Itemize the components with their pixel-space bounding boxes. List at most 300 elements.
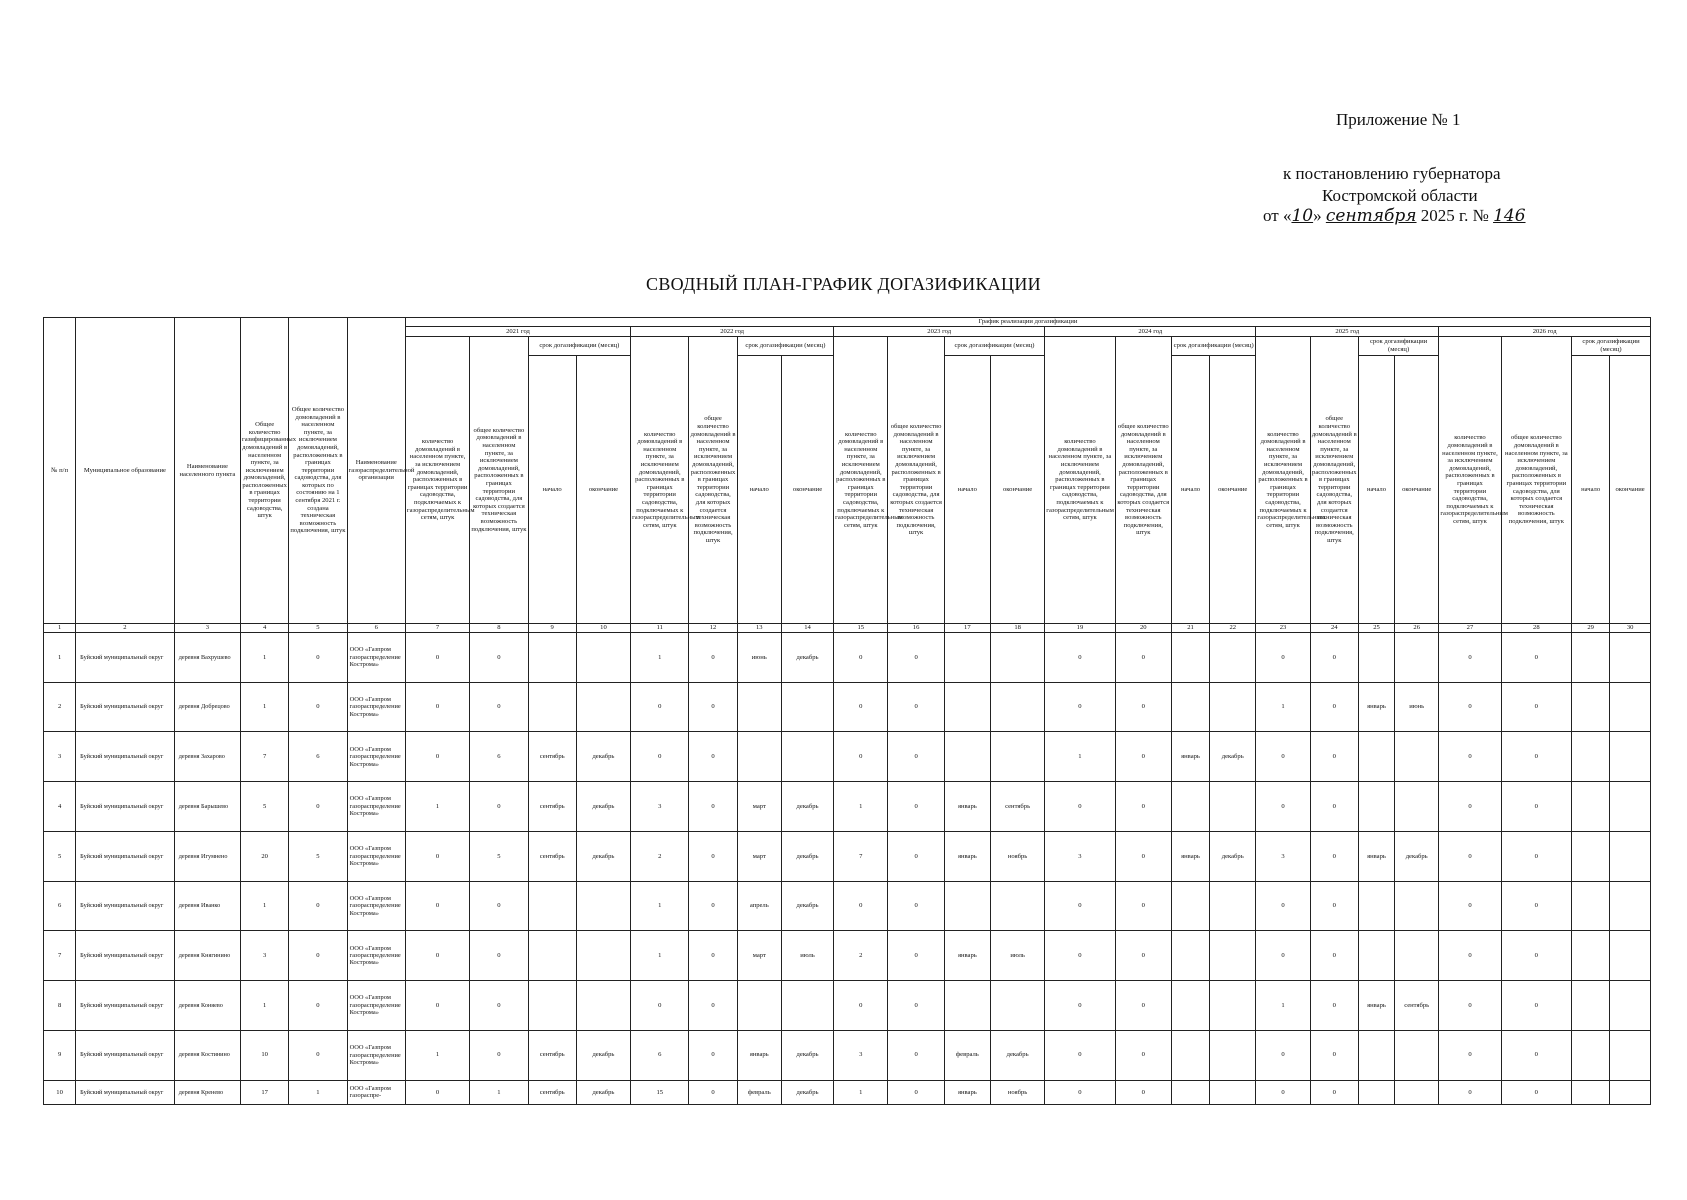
gro-cell: ООО «Газпром газораспределение Кострома»: [347, 782, 405, 832]
total-year-cell: 0: [1115, 1030, 1171, 1080]
count-cell: 0: [1439, 732, 1501, 782]
table-row: [44, 1030, 1651, 1080]
end-month-cell: [781, 981, 833, 1031]
row-number: 6: [44, 881, 76, 931]
start-month-cell: [1358, 931, 1394, 981]
count-cell: 0: [1439, 831, 1501, 881]
total-year-cell: 0: [1115, 1080, 1171, 1104]
total-cell: 10: [241, 1030, 289, 1080]
column-number: 26: [1395, 624, 1439, 633]
end-month-cell: [1395, 633, 1439, 683]
count-cell: 0: [834, 682, 888, 732]
start-month-cell: [528, 981, 576, 1031]
end-month-cell: [1395, 931, 1439, 981]
year-header: 2023 год: [834, 327, 1045, 337]
total-year-cell: 0: [1115, 633, 1171, 683]
municipality-cell: Буйский муниципальный округ: [76, 682, 175, 732]
count-cell: 0: [1439, 881, 1501, 931]
total-year-cell: 0: [470, 881, 528, 931]
start-month-cell: [1171, 931, 1209, 981]
start-month-cell: сентябрь: [528, 831, 576, 881]
total-year-cell: 0: [689, 633, 737, 683]
end-month-cell: [1395, 732, 1439, 782]
col-header-no: № п/п: [44, 318, 76, 624]
end-month-cell: [1610, 732, 1651, 782]
count-cell: 1: [1045, 732, 1115, 782]
end-month-cell: июль: [781, 931, 833, 981]
column-number: 24: [1310, 624, 1358, 633]
total-year-cell: 0: [888, 881, 944, 931]
total-year-cell: 0: [888, 831, 944, 881]
start-month-cell: [1572, 831, 1610, 881]
total-year-cell: 0: [888, 782, 944, 832]
count-cell: 0: [1439, 682, 1501, 732]
total-header: общее количество домовладений в населенном пункте, за исключением домовладений, расположенных в границах территории садоводства, для которых создается техническая возможность подключения, штук: [470, 337, 528, 624]
year-header: 2026 год: [1439, 327, 1651, 337]
count-cell: 0: [1045, 981, 1115, 1031]
total-year-cell: 0: [1310, 831, 1358, 881]
start-month-cell: январь: [1171, 831, 1209, 881]
end-month-cell: [1210, 682, 1256, 732]
total-year-cell: 0: [1501, 981, 1571, 1031]
end-month-cell: [781, 682, 833, 732]
count-cell: 2: [834, 931, 888, 981]
column-number: 12: [689, 624, 737, 633]
row-number: 7: [44, 931, 76, 981]
start-month-cell: [528, 633, 576, 683]
count-cell: 2: [631, 831, 689, 881]
end-month-cell: июль: [990, 931, 1044, 981]
column-number: 18: [990, 624, 1044, 633]
start-header: начало: [737, 356, 781, 624]
count-cell: 0: [1439, 1030, 1501, 1080]
count-cell: 3: [1256, 831, 1310, 881]
count-cell: 3: [631, 782, 689, 832]
end-month-cell: [1610, 831, 1651, 881]
end-month-cell: декабрь: [781, 1080, 833, 1104]
start-header: начало: [1171, 356, 1209, 624]
settlement-cell: деревня Захарово: [174, 732, 240, 782]
total-year-cell: 0: [1115, 782, 1171, 832]
start-month-cell: январь: [944, 1080, 990, 1104]
total-year-cell: 0: [689, 881, 737, 931]
column-number: 8: [470, 624, 528, 633]
total-year-cell: 0: [1501, 782, 1571, 832]
end-month-cell: [1210, 931, 1256, 981]
count-cell: 0: [1045, 782, 1115, 832]
total-year-cell: 0: [1501, 831, 1571, 881]
total-2021-cell: 0: [289, 931, 347, 981]
total-year-cell: 0: [689, 831, 737, 881]
total-year-cell: 0: [1501, 633, 1571, 683]
start-month-cell: январь: [1358, 831, 1394, 881]
total-cell: 7: [241, 732, 289, 782]
table-row: [44, 981, 1651, 1031]
end-month-cell: [990, 732, 1044, 782]
column-number: 2: [76, 624, 175, 633]
total-year-cell: 0: [470, 931, 528, 981]
decree-line: к постановлению губернатора: [1283, 164, 1501, 183]
column-number: 27: [1439, 624, 1501, 633]
end-month-cell: декабрь: [781, 782, 833, 832]
end-header: окончание: [576, 356, 630, 624]
row-number: 8: [44, 981, 76, 1031]
end-month-cell: декабрь: [1210, 831, 1256, 881]
column-number: 19: [1045, 624, 1115, 633]
total-year-cell: 0: [1501, 1080, 1571, 1104]
end-month-cell: декабрь: [576, 1030, 630, 1080]
start-month-cell: [944, 633, 990, 683]
count-cell: 0: [1045, 1030, 1115, 1080]
total-year-cell: 0: [1501, 682, 1571, 732]
end-month-cell: [1610, 782, 1651, 832]
column-number: 25: [1358, 624, 1394, 633]
count-cell: 0: [405, 1080, 469, 1104]
total-year-cell: 0: [689, 931, 737, 981]
end-month-cell: июнь: [1395, 682, 1439, 732]
column-number: 22: [1210, 624, 1256, 633]
gro-cell: ООО «Газпром газораспределение Кострома»: [347, 831, 405, 881]
start-month-cell: сентябрь: [528, 732, 576, 782]
start-month-cell: [944, 981, 990, 1031]
gro-cell: ООО «Газпром газораспределение Кострома»: [347, 881, 405, 931]
end-month-cell: [990, 633, 1044, 683]
end-month-cell: [1610, 931, 1651, 981]
start-month-cell: [1572, 881, 1610, 931]
start-month-cell: [1572, 782, 1610, 832]
table-row: [44, 931, 1651, 981]
end-month-cell: [990, 682, 1044, 732]
gro-cell: ООО «Газпром газораспределение Кострома»: [347, 633, 405, 683]
term-header: срок догазификации (месяц): [1171, 337, 1255, 356]
start-month-cell: [1572, 732, 1610, 782]
total-year-cell: 0: [1115, 682, 1171, 732]
date-year: 2025 г. №: [1420, 206, 1489, 225]
column-number: 15: [834, 624, 888, 633]
row-number: 5: [44, 831, 76, 881]
total-year-cell: 0: [470, 1030, 528, 1080]
count-header: количество домовладений в населенном пункте, за исключением домовладений, расположенных в границах территории садоводства, подключаемых к газораспределительным сетям, штук: [1439, 337, 1501, 624]
end-month-cell: [1395, 1080, 1439, 1104]
start-month-cell: [737, 981, 781, 1031]
region-line: Костромской области: [1322, 186, 1478, 205]
count-cell: 0: [834, 981, 888, 1031]
total-cell: 17: [241, 1080, 289, 1104]
end-header: окончание: [990, 356, 1044, 624]
table-row: [44, 633, 1651, 683]
total-2021-cell: 0: [289, 682, 347, 732]
count-cell: 0: [834, 881, 888, 931]
total-2021-cell: 0: [289, 981, 347, 1031]
end-month-cell: [1210, 1030, 1256, 1080]
end-month-cell: декабрь: [576, 1080, 630, 1104]
count-header: количество домовладений в населенном пункте, за исключением домовладений, расположенных в границах территории садоводства, подключаемых к газораспределительным сетям, штук: [405, 337, 469, 624]
start-month-cell: [1358, 782, 1394, 832]
settlement-cell: деревня Иванко: [174, 881, 240, 931]
end-header: окончание: [1610, 356, 1651, 624]
start-header: начало: [944, 356, 990, 624]
end-month-cell: [1210, 782, 1256, 832]
count-cell: 0: [405, 633, 469, 683]
total-cell: 1: [241, 881, 289, 931]
year-header: 2024 год: [1045, 327, 1256, 337]
total-header: общее количество домовладений в населенном пункте, за исключением домовладений, расположенных в границах территории садоводства, для которых создается техническая возможность подключения, штук: [1501, 337, 1571, 624]
total-year-cell: 5: [470, 831, 528, 881]
date-prefix: от «: [1263, 206, 1292, 225]
start-month-cell: сентябрь: [528, 782, 576, 832]
end-month-cell: декабрь: [576, 831, 630, 881]
start-month-cell: [1572, 931, 1610, 981]
row-number: 9: [44, 1030, 76, 1080]
total-year-cell: 0: [1310, 1030, 1358, 1080]
column-number: 29: [1572, 624, 1610, 633]
start-month-cell: [1171, 1080, 1209, 1104]
end-month-cell: декабрь: [781, 881, 833, 931]
column-number: 11: [631, 624, 689, 633]
end-month-cell: декабрь: [990, 1030, 1044, 1080]
total-year-cell: 0: [888, 981, 944, 1031]
total-year-cell: 0: [470, 682, 528, 732]
start-month-cell: [1572, 633, 1610, 683]
total-year-cell: 0: [888, 1080, 944, 1104]
total-header: общее количество домовладений в населенном пункте, за исключением домовладений, расположенных в границах территории садоводства, для которых создается техническая возможность подключения, штук: [1310, 337, 1358, 624]
total-year-cell: 0: [1115, 981, 1171, 1031]
start-month-cell: [737, 682, 781, 732]
end-month-cell: декабрь: [781, 633, 833, 683]
gro-cell: ООО «Газпром газораспределение Кострома»: [347, 732, 405, 782]
total-year-cell: 0: [1310, 732, 1358, 782]
count-header: количество домовладений в населенном пункте, за исключением домовладений, расположенных в границах территории садоводства, подключаемых к газораспределительным сетям, штук: [1045, 337, 1115, 624]
count-cell: 1: [631, 931, 689, 981]
column-number: 30: [1610, 624, 1651, 633]
count-cell: 7: [834, 831, 888, 881]
row-number: 3: [44, 732, 76, 782]
total-year-cell: 0: [470, 782, 528, 832]
municipality-cell: Буйский муниципальный округ: [76, 981, 175, 1031]
col-header-total-2021: Общее количество домовладений в населенном пункте, за исключением домовладений, расположенных в границах территории садоводства, для которых по состоянию на 1 сентября 2021 г. создана техническая возможность подключения, штук: [289, 318, 347, 624]
count-cell: 0: [1256, 1030, 1310, 1080]
start-header: начало: [528, 356, 576, 624]
date-mid: »: [1313, 206, 1326, 225]
end-month-cell: декабрь: [576, 782, 630, 832]
settlement-cell: деревня Княгинино: [174, 931, 240, 981]
start-month-cell: [528, 931, 576, 981]
start-month-cell: [1572, 1080, 1610, 1104]
settlement-cell: деревня Вахрушево: [174, 633, 240, 683]
start-month-cell: [528, 682, 576, 732]
total-2021-cell: 5: [289, 831, 347, 881]
end-month-cell: [1610, 981, 1651, 1031]
count-cell: 1: [631, 881, 689, 931]
total-year-cell: 0: [1310, 1080, 1358, 1104]
end-month-cell: [1210, 981, 1256, 1031]
column-number: 21: [1171, 624, 1209, 633]
count-cell: 1: [405, 1030, 469, 1080]
total-year-cell: 0: [689, 782, 737, 832]
start-month-cell: [1171, 981, 1209, 1031]
start-month-cell: [528, 881, 576, 931]
start-month-cell: сентябрь: [528, 1080, 576, 1104]
start-month-cell: [1171, 633, 1209, 683]
start-month-cell: [944, 682, 990, 732]
settlement-cell: деревня Кренево: [174, 1080, 240, 1104]
total-2021-cell: 1: [289, 1080, 347, 1104]
total-2021-cell: 0: [289, 633, 347, 683]
date-number: 146: [1493, 206, 1526, 226]
municipality-cell: Буйский муниципальный округ: [76, 732, 175, 782]
column-number: 5: [289, 624, 347, 633]
term-header: срок догазификации (месяц): [1572, 337, 1651, 356]
end-month-cell: [1610, 1080, 1651, 1104]
col-header-total: Общее количество газифицированных домовладений в населенном пункте, за исключением домовладений, расположенных в границах территории садоводства, штук: [241, 318, 289, 624]
total-cell: 1: [241, 682, 289, 732]
total-year-cell: 0: [1310, 931, 1358, 981]
start-header: начало: [1358, 356, 1394, 624]
total-year-cell: 0: [470, 981, 528, 1031]
start-month-cell: [1171, 881, 1209, 931]
start-month-cell: [1572, 981, 1610, 1031]
count-cell: 1: [1256, 981, 1310, 1031]
municipality-cell: Буйский муниципальный округ: [76, 782, 175, 832]
gro-cell: ООО «Газпром газораспределение Кострома»: [347, 1030, 405, 1080]
total-year-cell: 0: [689, 1030, 737, 1080]
end-month-cell: [1610, 682, 1651, 732]
count-cell: 0: [405, 881, 469, 931]
settlement-cell: деревня Барышево: [174, 782, 240, 832]
count-header: количество домовладений в населенном пункте, за исключением домовладений, расположенных в границах территории садоводства, подключаемых к газораспределительным сетям, штук: [631, 337, 689, 624]
end-month-cell: сентябрь: [1395, 981, 1439, 1031]
column-number: 13: [737, 624, 781, 633]
table-row: [44, 782, 1651, 832]
start-month-cell: [1358, 633, 1394, 683]
start-month-cell: [944, 881, 990, 931]
count-cell: 3: [1045, 831, 1115, 881]
settlement-cell: деревня Костинино: [174, 1030, 240, 1080]
end-month-cell: сентябрь: [990, 782, 1044, 832]
total-year-cell: 0: [1310, 981, 1358, 1031]
municipality-cell: Буйский муниципальный округ: [76, 931, 175, 981]
year-header: 2022 год: [631, 327, 834, 337]
date-day: 10: [1291, 206, 1314, 226]
total-year-cell: 0: [1501, 732, 1571, 782]
start-month-cell: апрель: [737, 881, 781, 931]
start-month-cell: январь: [1358, 682, 1394, 732]
end-month-cell: [1210, 633, 1256, 683]
total-year-cell: 0: [1501, 1030, 1571, 1080]
column-number: 4: [241, 624, 289, 633]
count-cell: 3: [834, 1030, 888, 1080]
gro-cell: ООО «Газпром газораспределение Кострома»: [347, 682, 405, 732]
count-cell: 0: [631, 682, 689, 732]
end-month-cell: [576, 881, 630, 931]
term-header: срок догазификации (месяц): [737, 337, 834, 356]
start-month-cell: июнь: [737, 633, 781, 683]
start-header: начало: [1572, 356, 1610, 624]
total-cell: 1: [241, 633, 289, 683]
year-header: 2021 год: [405, 327, 630, 337]
count-cell: 0: [1256, 732, 1310, 782]
end-month-cell: [781, 732, 833, 782]
total-year-cell: 0: [1310, 881, 1358, 931]
total-year-cell: 0: [689, 682, 737, 732]
count-cell: 0: [834, 633, 888, 683]
column-number: 3: [174, 624, 240, 633]
column-number: 7: [405, 624, 469, 633]
col-header-municipality: Муниципальное образование: [76, 318, 175, 624]
count-cell: 1: [631, 633, 689, 683]
end-month-cell: [1210, 881, 1256, 931]
start-month-cell: март: [737, 931, 781, 981]
start-month-cell: [944, 732, 990, 782]
row-number: 1: [44, 633, 76, 683]
municipality-cell: Буйский муниципальный округ: [76, 1080, 175, 1104]
start-month-cell: сентябрь: [528, 1030, 576, 1080]
total-2021-cell: 6: [289, 732, 347, 782]
year-header: 2025 год: [1256, 327, 1439, 337]
count-cell: 0: [1256, 782, 1310, 832]
total-year-cell: 0: [1310, 682, 1358, 732]
end-month-cell: [990, 881, 1044, 931]
count-cell: 0: [1045, 682, 1115, 732]
start-month-cell: январь: [944, 831, 990, 881]
total-year-cell: 0: [888, 633, 944, 683]
total-year-cell: 0: [888, 732, 944, 782]
municipality-cell: Буйский муниципальный округ: [76, 633, 175, 683]
total-year-cell: 0: [1310, 782, 1358, 832]
end-header: окончание: [1395, 356, 1439, 624]
total-year-cell: 0: [689, 981, 737, 1031]
total-cell: 5: [241, 782, 289, 832]
column-number: 23: [1256, 624, 1310, 633]
start-month-cell: [1358, 881, 1394, 931]
start-month-cell: [1358, 1080, 1394, 1104]
count-cell: 0: [1256, 1080, 1310, 1104]
count-cell: 0: [1045, 1080, 1115, 1104]
start-month-cell: [1171, 782, 1209, 832]
column-number: 20: [1115, 624, 1171, 633]
table-row: [44, 881, 1651, 931]
count-cell: 0: [1045, 931, 1115, 981]
municipality-cell: Буйский муниципальный округ: [76, 1030, 175, 1080]
column-number: 17: [944, 624, 990, 633]
start-month-cell: [1171, 1030, 1209, 1080]
column-number-row: [44, 624, 1651, 633]
count-cell: 1: [1256, 682, 1310, 732]
total-header: общее количество домовладений в населенном пункте, за исключением домовладений, расположенных в границах территории садоводства, для которых создается техническая возможность подключения, штук: [689, 337, 737, 624]
total-year-cell: 0: [888, 931, 944, 981]
start-month-cell: [1171, 682, 1209, 732]
start-month-cell: март: [737, 831, 781, 881]
column-number: 14: [781, 624, 833, 633]
count-cell: 0: [834, 732, 888, 782]
end-month-cell: [576, 633, 630, 683]
total-year-cell: 0: [1115, 831, 1171, 881]
schedule-header: График реализации догазификации: [405, 318, 1650, 327]
count-cell: 0: [1439, 633, 1501, 683]
total-2021-cell: 0: [289, 1030, 347, 1080]
col-header-settlement: Наименование населенного пункта: [174, 318, 240, 624]
col-header-gro: Наименование газораспределительной организации: [347, 318, 405, 624]
end-month-cell: [990, 981, 1044, 1031]
total-year-cell: 1: [470, 1080, 528, 1104]
count-cell: 6: [631, 1030, 689, 1080]
municipality-cell: Буйский муниципальный округ: [76, 831, 175, 881]
total-year-cell: 0: [689, 1080, 737, 1104]
end-month-cell: [1210, 1080, 1256, 1104]
total-2021-cell: 0: [289, 782, 347, 832]
count-cell: 0: [1045, 633, 1115, 683]
total-year-cell: 6: [470, 732, 528, 782]
